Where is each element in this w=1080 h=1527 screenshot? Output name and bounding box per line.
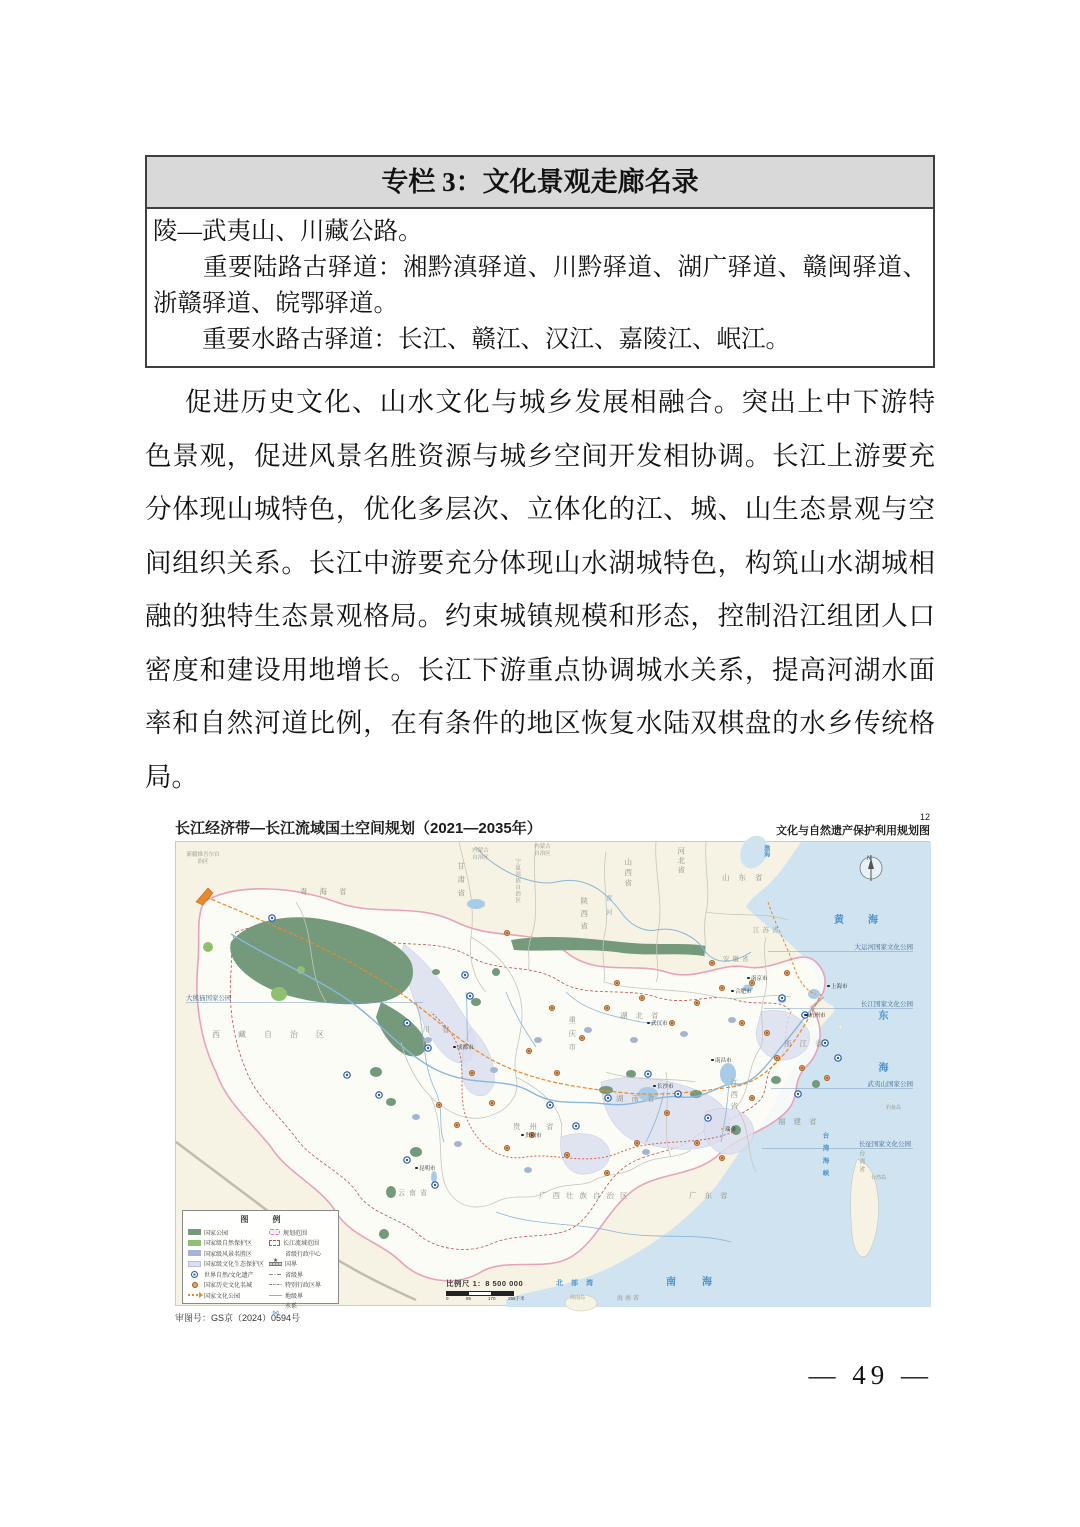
scale-ticks: 0 85 170 255千米 [446, 1296, 525, 1301]
box-line: 重要水路古驿道：长江、赣江、汉江、嘉陵江、岷江。 [153, 326, 790, 353]
province-label: 云南省 [398, 1190, 431, 1197]
scenic-area-swatch [188, 1250, 201, 1256]
city-label: 成都市 [453, 1043, 474, 1051]
city-label: 贵阳市 [521, 1131, 542, 1139]
page-number: — 49 — [808, 1360, 933, 1390]
legend-row: 特别行政区界 [269, 1280, 333, 1291]
province-label: 宁夏回族自治区 [514, 858, 521, 904]
province-label: 新疆维吾尔自治区 [186, 852, 220, 866]
province-label: 四川省 [403, 1025, 462, 1034]
paragraph-line: 分体现山城特色，优化多层次、立体化的江、城、山生态景观与空 [145, 494, 935, 524]
box-title: 专栏 3：文化景观走廊名录 [147, 157, 933, 209]
basin-boundary-swatch [269, 1240, 280, 1246]
legend-row: 国家级自然保护区 [188, 1238, 264, 1249]
callout-grand-canal-park: 大运河国家文化公园 [854, 944, 913, 951]
legend-left-column [188, 1227, 264, 1311]
province-label: 福建省 [778, 1117, 825, 1126]
callout-wuyishan-park: 武夷山国家公园 [867, 1081, 913, 1088]
map-figure [175, 812, 930, 1324]
legend-row: 国家级风景名胜区 [188, 1248, 264, 1259]
province-label: 安徽省 [723, 956, 752, 963]
legend-row: 国界 [269, 1259, 333, 1270]
legend-row: 地级界 [269, 1290, 333, 1301]
legend-row: 国家文化公园 [188, 1290, 264, 1301]
map-canvas [175, 841, 930, 1311]
province-label: 西藏自治区 [212, 1030, 342, 1039]
province-border-swatch [269, 1274, 282, 1275]
map-legend [182, 1210, 339, 1311]
scale-label: 比例尺 1：8 500 000 [446, 1279, 524, 1288]
legend-row: ⋈ 水系 [269, 1301, 333, 1312]
legend-row: ★ 省级行政中心 [269, 1248, 333, 1259]
culture-park-route-icon [188, 1294, 201, 1296]
legend-row: 国家级文化生态保护区 [188, 1259, 264, 1270]
plan-boundary-swatch [269, 1229, 280, 1235]
sea-label-beibu-gulf: 北部湾 [556, 1280, 601, 1287]
city-label: 南昌市 [711, 1056, 732, 1064]
province-label: 广东省 [689, 1191, 736, 1200]
north-label: N [867, 856, 872, 862]
capital-star-icon [269, 1249, 282, 1257]
legend-row: 国家历史文化名城 [188, 1280, 264, 1291]
map-subtitle: 文化与自然遗产保护利用规划图 [776, 825, 930, 837]
legend-right-column [269, 1227, 333, 1311]
special-region-border-swatch [269, 1284, 282, 1285]
prefecture-border-swatch [269, 1295, 282, 1296]
province-label: 湖南省 [616, 1094, 663, 1103]
legend-row: 省级界 [269, 1269, 333, 1280]
paragraph-lead: 促进历史文化、山水文化与城乡发展相融合。 [185, 387, 742, 417]
province-label: 台湾省 [857, 1150, 864, 1174]
province-label: 海南省 [617, 1296, 642, 1302]
province-label: 内蒙古自治区 [534, 844, 551, 858]
paragraph [145, 376, 935, 804]
callout-yangtze-park: 长江国家文化公园 [861, 1001, 913, 1008]
province-label: 浙江省 [784, 1039, 831, 1048]
province-label: 河南省 [642, 944, 695, 953]
province-label: 山西省 [623, 858, 633, 890]
legend-row: 世界自然/文化遗产 [188, 1269, 264, 1280]
map-approval-number: 审图号：GS京（2024）0594号 [175, 1313, 301, 1323]
sea-label-yellow-sea: 黄海 [834, 915, 902, 926]
figure-number: 12 [919, 812, 930, 822]
nature-reserve-swatch [188, 1240, 201, 1246]
paragraph-line: 局。 [145, 761, 198, 792]
city-label: 长沙市 [653, 1082, 674, 1090]
world-heritage-icon [191, 1271, 198, 1278]
sea-label-south-sea: 南海 [666, 1277, 738, 1288]
water-system-icon [269, 1302, 282, 1310]
paragraph-lead-rest: 突出上中下游特 [741, 387, 936, 417]
national-park-swatch [188, 1229, 201, 1235]
national-border-swatch [269, 1262, 282, 1266]
legend-row: 长江流域范围 [269, 1238, 333, 1249]
province-label: 江苏省 [753, 927, 782, 934]
legend-title: 图 例 [240, 1215, 289, 1224]
box-line: 陵—武夷山、川藏公路。 [153, 218, 423, 245]
city-label: 合肥市 [731, 987, 752, 995]
paragraph-line: 色景观，促进风景名胜资源与城乡空间开发相协调。长江上游要充 [145, 440, 935, 471]
province-label: 山东省 [722, 873, 772, 882]
city-label: 杭州市 [805, 1011, 826, 1019]
province-label: 重庆市 [567, 1016, 577, 1057]
box-line: 浙赣驿道、皖鄂驿道。 [153, 290, 398, 317]
paragraph-line: 率和自然河道比例，在有条件的地区恢复水陆双棋盘的水乡传统格 [145, 708, 935, 738]
paragraph-line: 密度和建设用地增长。长江下游重点协调城水关系，提高河湖水面 [145, 654, 935, 685]
province-label: 湖北省 [620, 1011, 667, 1020]
city-label: 武汉市 [647, 1019, 668, 1027]
column-box [145, 155, 935, 368]
province-label: 内蒙古自治区 [472, 848, 489, 862]
sea-label-east-sea: 东海 [876, 1010, 887, 1114]
island-label: 海南岛 [570, 1295, 586, 1301]
province-label: 广西壮族自治区 [539, 1191, 634, 1200]
province-label: 陕西省 [579, 897, 589, 935]
province-label: 青海省 [300, 887, 359, 896]
box-body [147, 209, 933, 366]
island-label: 钓鱼岛 [886, 1105, 902, 1111]
legend-row: 规划范围 [269, 1227, 333, 1238]
province-label: 甘肃省 [456, 862, 466, 903]
city-label: 瑞金 [721, 1125, 736, 1133]
callout-panda-park: 大熊猫国家公园 [186, 995, 232, 1002]
historic-city-icon [192, 1282, 198, 1288]
city-label: 上海市 [827, 982, 848, 990]
paragraph-line [145, 376, 935, 430]
cultural-zone-swatch [188, 1261, 201, 1267]
map-figure-header [175, 812, 930, 838]
city-label: 昆明市 [415, 1164, 436, 1172]
province-label: 江西省 [729, 1079, 739, 1114]
map-subtitle-block [776, 812, 930, 838]
province-label: 河北省 [676, 847, 686, 876]
river-label-yellow-river: 黄河 [604, 895, 611, 923]
box-line: 重要陆路古驿道：湘黔滇驿道、川黔驿道、湖广驿道、赣闽驿道、 [153, 254, 927, 281]
scale-bar [446, 1278, 536, 1302]
island-label: 台湾岛 [871, 1175, 887, 1181]
legend-row: 国家公园 [188, 1227, 264, 1238]
paragraph-line: 间组织关系。长江中游要充分体现山水湖城特色，构筑山水湖城相 [145, 547, 935, 578]
paragraph-line: 融的独特生态景观格局。约束城镇规模和形态，控制沿江组团人口 [145, 601, 935, 631]
province-label: 贵州省 [513, 1122, 563, 1131]
map-title: 长江经济带—长江流域国土空间规划（2021—2035年） [175, 820, 542, 837]
callout-long-march-park: 长征国家文化公园 [859, 1141, 911, 1148]
sea-label-bohai: 渤海 [762, 845, 769, 857]
sea-label-taiwan-strait: 台湾海峡 [821, 1132, 829, 1182]
city-label: 南京市 [747, 974, 768, 982]
